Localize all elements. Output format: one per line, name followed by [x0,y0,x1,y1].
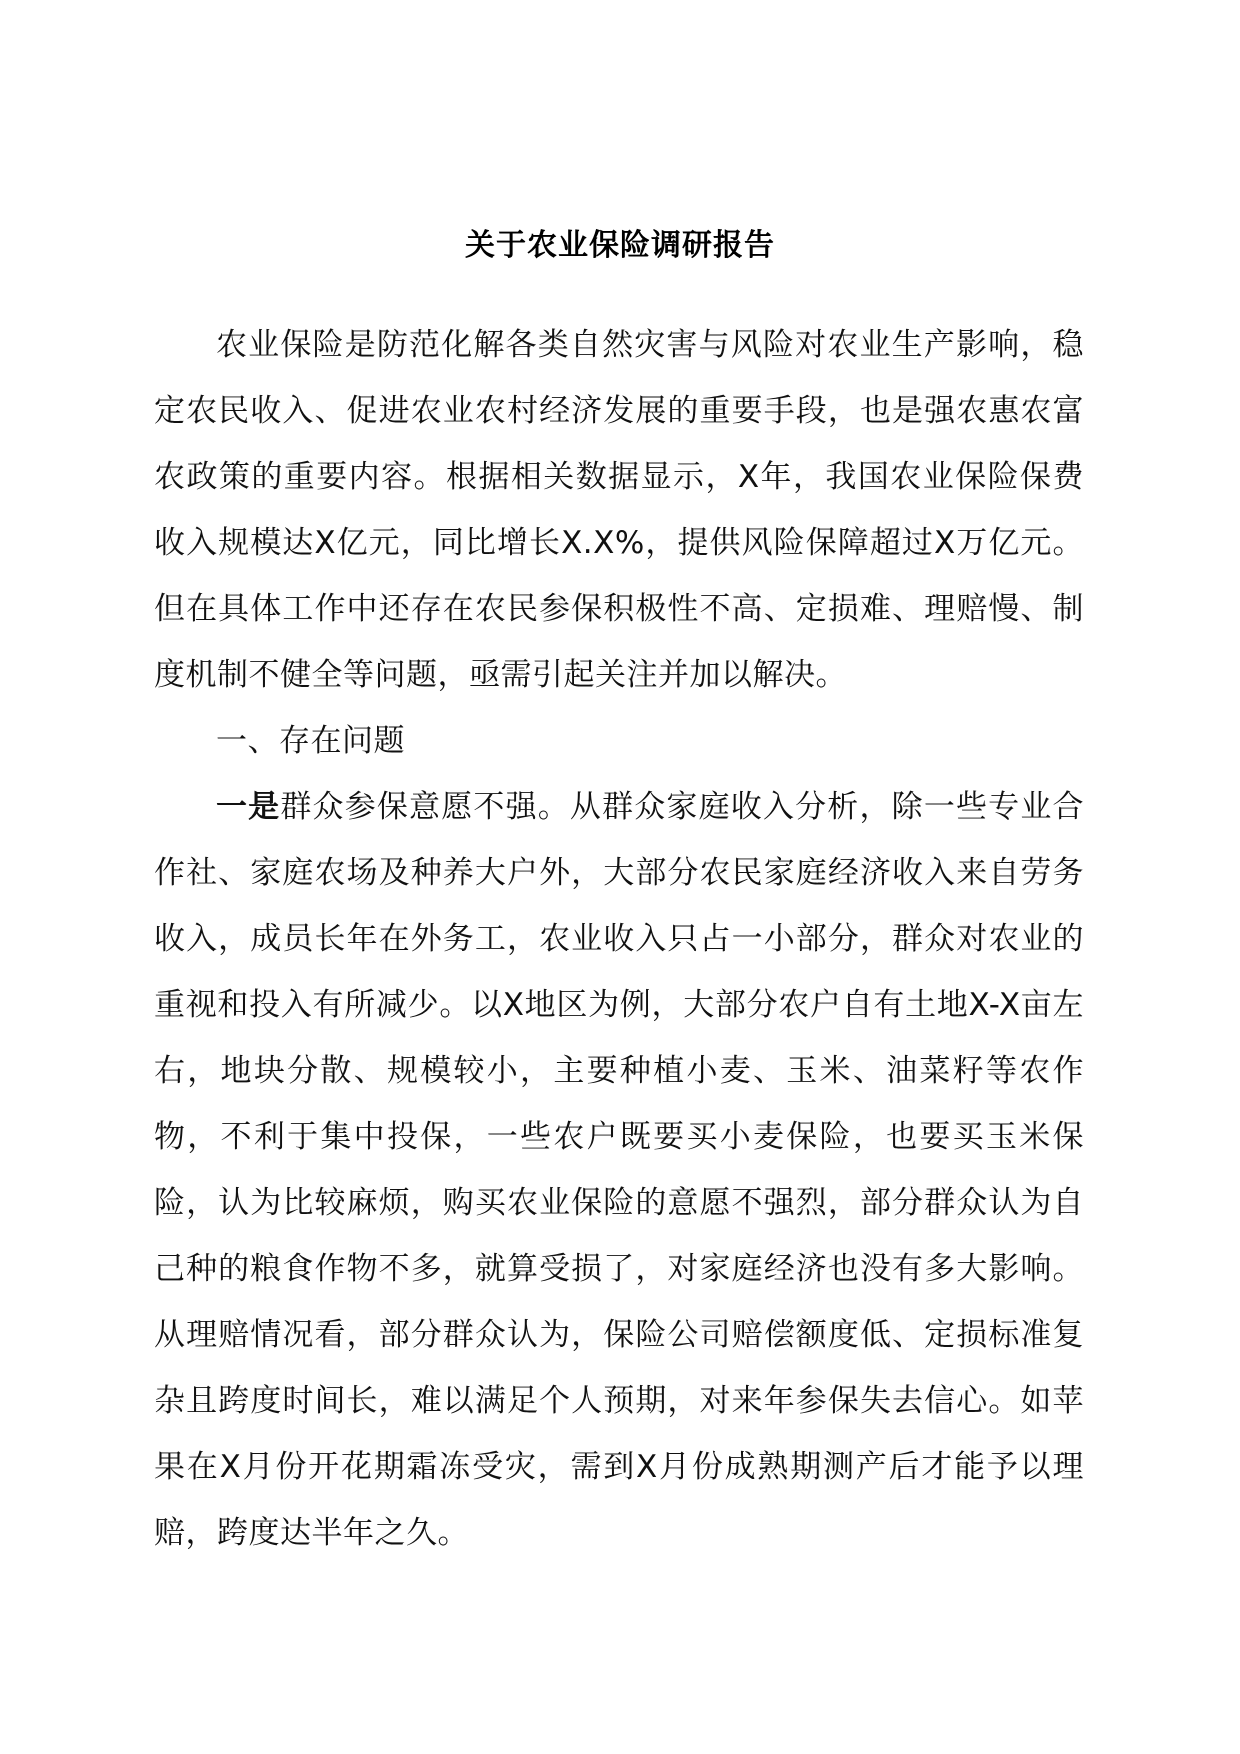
point-one-text: 群众参保意愿不强。从群众家庭收入分析，除一些专业合作社、家庭农场及种养大户外，大部分农民家庭经济收入来自劳务收入，成员长年在外务工，农业收入只占一小部分，群众对农业的重视和投入有所减少。以X地区为例，大部分农户自有土地X-X亩左右，地块分散、规模较小，主要种植小麦、玉米、油菜籽等农作物，不利于集中投保，一些农户既要买小麦保险，也要买玉米保险，认为比较麻烦，购买农业保险的意愿不强烈，部分群众认为自己种的粮食作物不多，就算受损了，对家庭经济也没有多大影响。从理赔情况看，部分群众认为，保险公司赔偿额度低、定损标准复杂且跨度时间长，难以满足个人预期，对来年参保失去信心。如苹果在X月份开花期霜冻受灾，需到X月份成熟期测产后才能予以理赔，跨度达半年之久。 [154,789,1085,1551]
point-one-lead: 一是 [216,789,281,825]
document-body [154,312,1084,1566]
section-heading: 一、存在问题 [216,723,405,759]
point-one-paragraph [154,774,1084,1566]
intro-paragraph: 农业保险是防范化解各类自然灾害与风险对农业生产影响，稳定农民收入、促进农业农村经济发展的重要手段，也是强农惠农富农政策的重要内容。根据相关数据显示，X年，我国农业保险保费收入规模达X亿元，同比增长X.X%，提供风险保障超过X万亿元。但在具体工作中还存在农民参保积极性不高、定损难、理赔慢、制度机制不健全等问题，亟需引起关注并加以解决。 [154,327,1084,693]
document-title: 关于农业保险调研报告 [465,228,775,263]
